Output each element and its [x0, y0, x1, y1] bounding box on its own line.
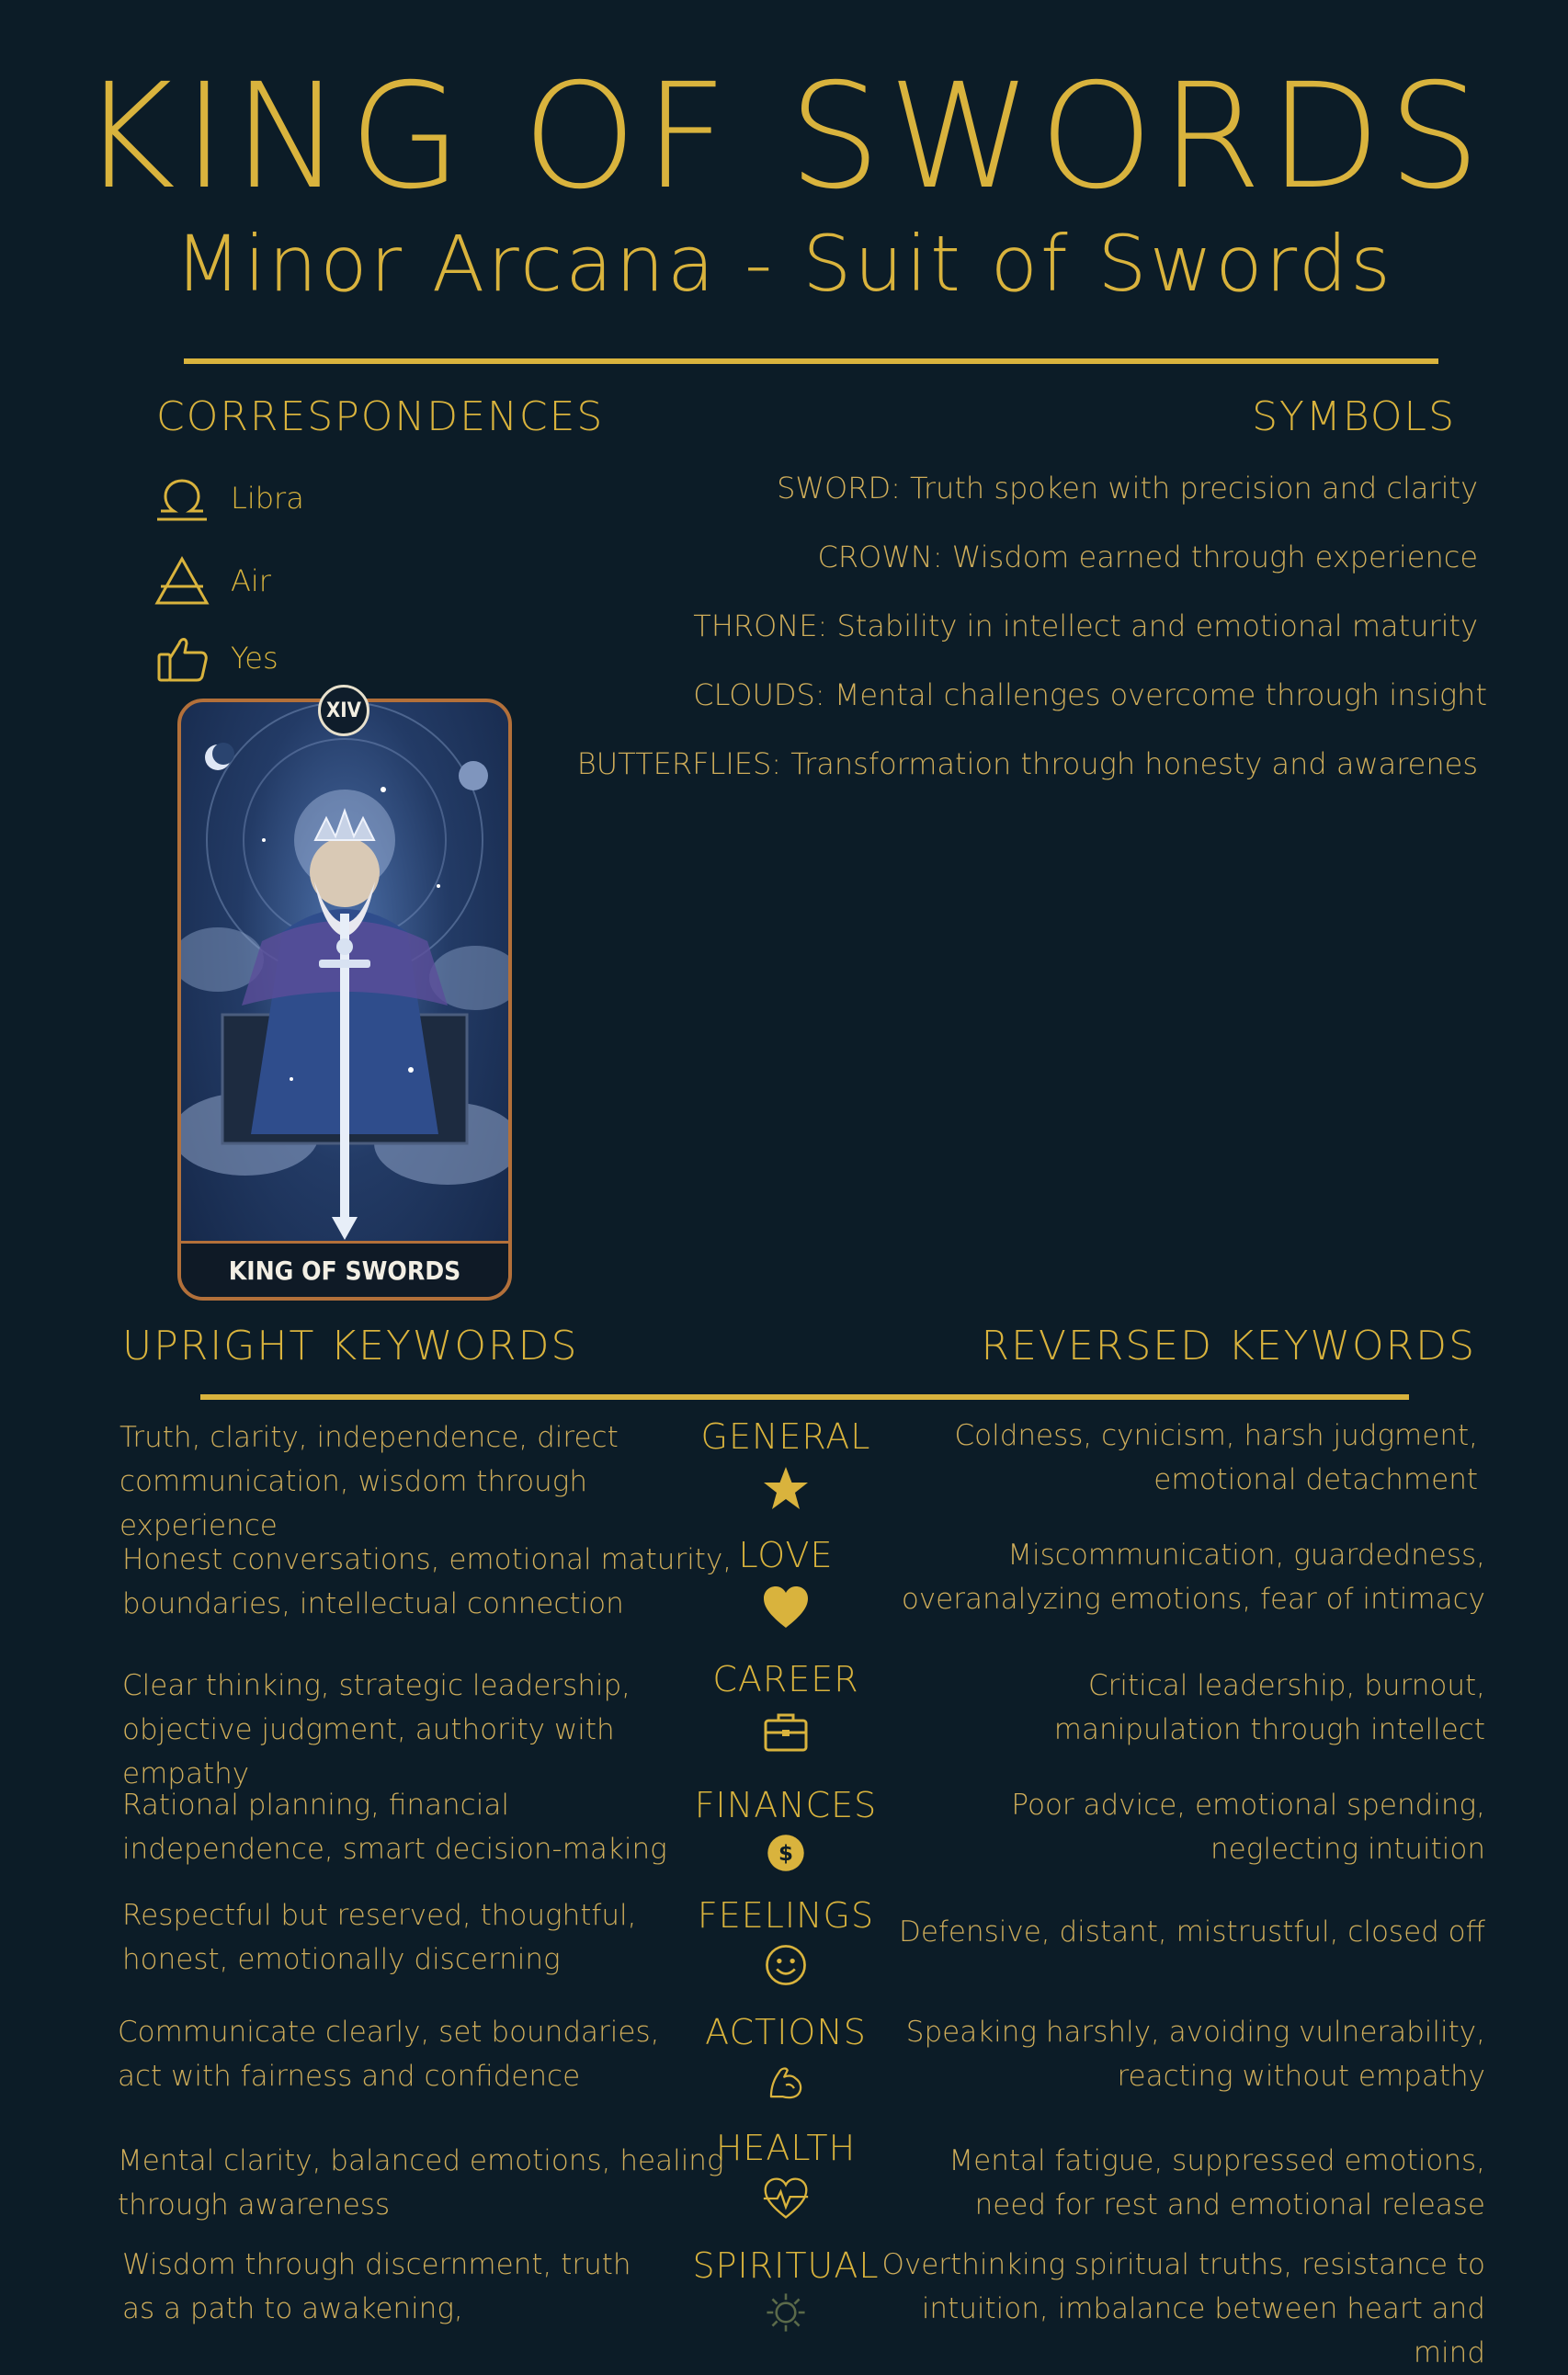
- star-icon: [760, 1463, 812, 1515]
- upright-actions: Communicate clearly, set boundaries, act with fairness and confidence: [118, 2016, 660, 2093]
- correspondence-label: Air: [231, 563, 271, 598]
- reversed-feelings: Defensive, distant, mistrustful, closed off: [899, 1915, 1485, 1949]
- category-label: SPIRITUAL: [692, 2245, 880, 2286]
- upright-career: Clear thinking, strategic leadership, objective judgment, authority with empathy: [122, 1669, 631, 1790]
- symbol-sword: SWORD: Truth spoken with precision and clarity: [777, 471, 1478, 506]
- briefcase-icon: [760, 1706, 812, 1757]
- symbols-heading: SYMBOLS: [1252, 393, 1456, 440]
- reversed-love: Miscommunication, guardedness, overanalyzing emotions, fear of intimacy: [901, 1539, 1485, 1616]
- category-label: FEELINGS: [697, 1895, 875, 1936]
- reversed-finances: Poor advice, emotional spending, neglecting intuition: [1011, 1789, 1485, 1866]
- reversed-keywords-heading: REVERSED KEYWORDS: [981, 1323, 1476, 1369]
- upright-health: Mental clarity, balanced emotions, healing through awareness: [118, 2144, 724, 2222]
- upright-keywords-heading: UPRIGHT KEYWORDS: [122, 1323, 579, 1369]
- upright-finances: Rational planning, financial independence, smart decision-making: [122, 1789, 667, 1866]
- header-divider: [184, 358, 1438, 364]
- symbol-butterflies: BUTTERFLIES: Transformation through honesty and awarenes: [576, 746, 1478, 781]
- dollar-coin-icon: [765, 1832, 807, 1874]
- page-title: KING OF SWORDS: [80, 52, 1488, 222]
- symbol-throne: THRONE: Stability in intellect and emotional maturity: [693, 608, 1478, 643]
- symbol-crown: CROWN: Wisdom earned through experience: [817, 540, 1478, 574]
- correspondences-heading: CORRESPONDENCES: [156, 393, 605, 440]
- reversed-health: Mental fatigue, suppressed emotions, need for rest and emotional release: [949, 2144, 1485, 2222]
- category-label: LOVE: [738, 1535, 834, 1575]
- sun-icon: [764, 2290, 808, 2335]
- reversed-actions: Speaking harshly, avoiding vulnerability, reacting without empathy: [905, 2016, 1485, 2093]
- reversed-spiritual: Overthinking spiritual truths, resistance to intuition, imbalance between heart and mind: [881, 2248, 1485, 2369]
- category-label: HEALTH: [715, 2128, 857, 2168]
- upright-general: Truth, clarity, independence, direct communication, wisdom through experience: [119, 1421, 619, 1542]
- card-number-badge: XIV: [318, 685, 369, 736]
- symbol-clouds: CLOUDS: Mental challenges overcome through insight: [693, 677, 1487, 712]
- page-subtitle: Minor Arcana - Suit of Swords: [175, 219, 1393, 309]
- correspondence-libra: [152, 471, 304, 526]
- heart-icon: [760, 1582, 812, 1633]
- correspondence-yes: [152, 631, 278, 686]
- correspondence-label: Libra: [231, 481, 304, 516]
- smiley-icon: [763, 1942, 809, 1988]
- libra-icon: [152, 471, 212, 526]
- category-label: ACTIONS: [705, 2012, 867, 2052]
- thumbs-up-icon: [152, 631, 212, 686]
- tarot-card-image: [177, 699, 512, 1301]
- upright-spiritual: Wisdom through discernment, truth as a path to awakening,: [122, 2248, 631, 2325]
- category-label: GENERAL: [700, 1416, 871, 1457]
- correspondence-air: [152, 553, 271, 608]
- heartbeat-icon: [760, 2175, 812, 2222]
- air-icon: [152, 553, 212, 608]
- flexed-arm-icon: [763, 2059, 809, 2105]
- svg-text:$: $: [778, 1842, 794, 1867]
- category-label: CAREER: [712, 1659, 859, 1699]
- king-illustration: [181, 702, 508, 1244]
- reversed-career: Critical leadership, burnout, manipulation through intellect: [1053, 1669, 1485, 1746]
- upright-love: Honest conversations, emotional maturity, boundaries, intellectual connection: [122, 1543, 733, 1620]
- card-name-banner: KING OF SWORDS: [181, 1241, 508, 1297]
- reversed-general: Coldness, cynicism, harsh judgment, emotional detachment: [954, 1419, 1478, 1496]
- correspondence-label: Yes: [231, 641, 278, 676]
- category-label: FINANCES: [694, 1785, 878, 1825]
- keywords-divider: [200, 1394, 1409, 1400]
- upright-feelings: Respectful but reserved, thoughtful, honest, emotionally discerning: [122, 1899, 637, 1976]
